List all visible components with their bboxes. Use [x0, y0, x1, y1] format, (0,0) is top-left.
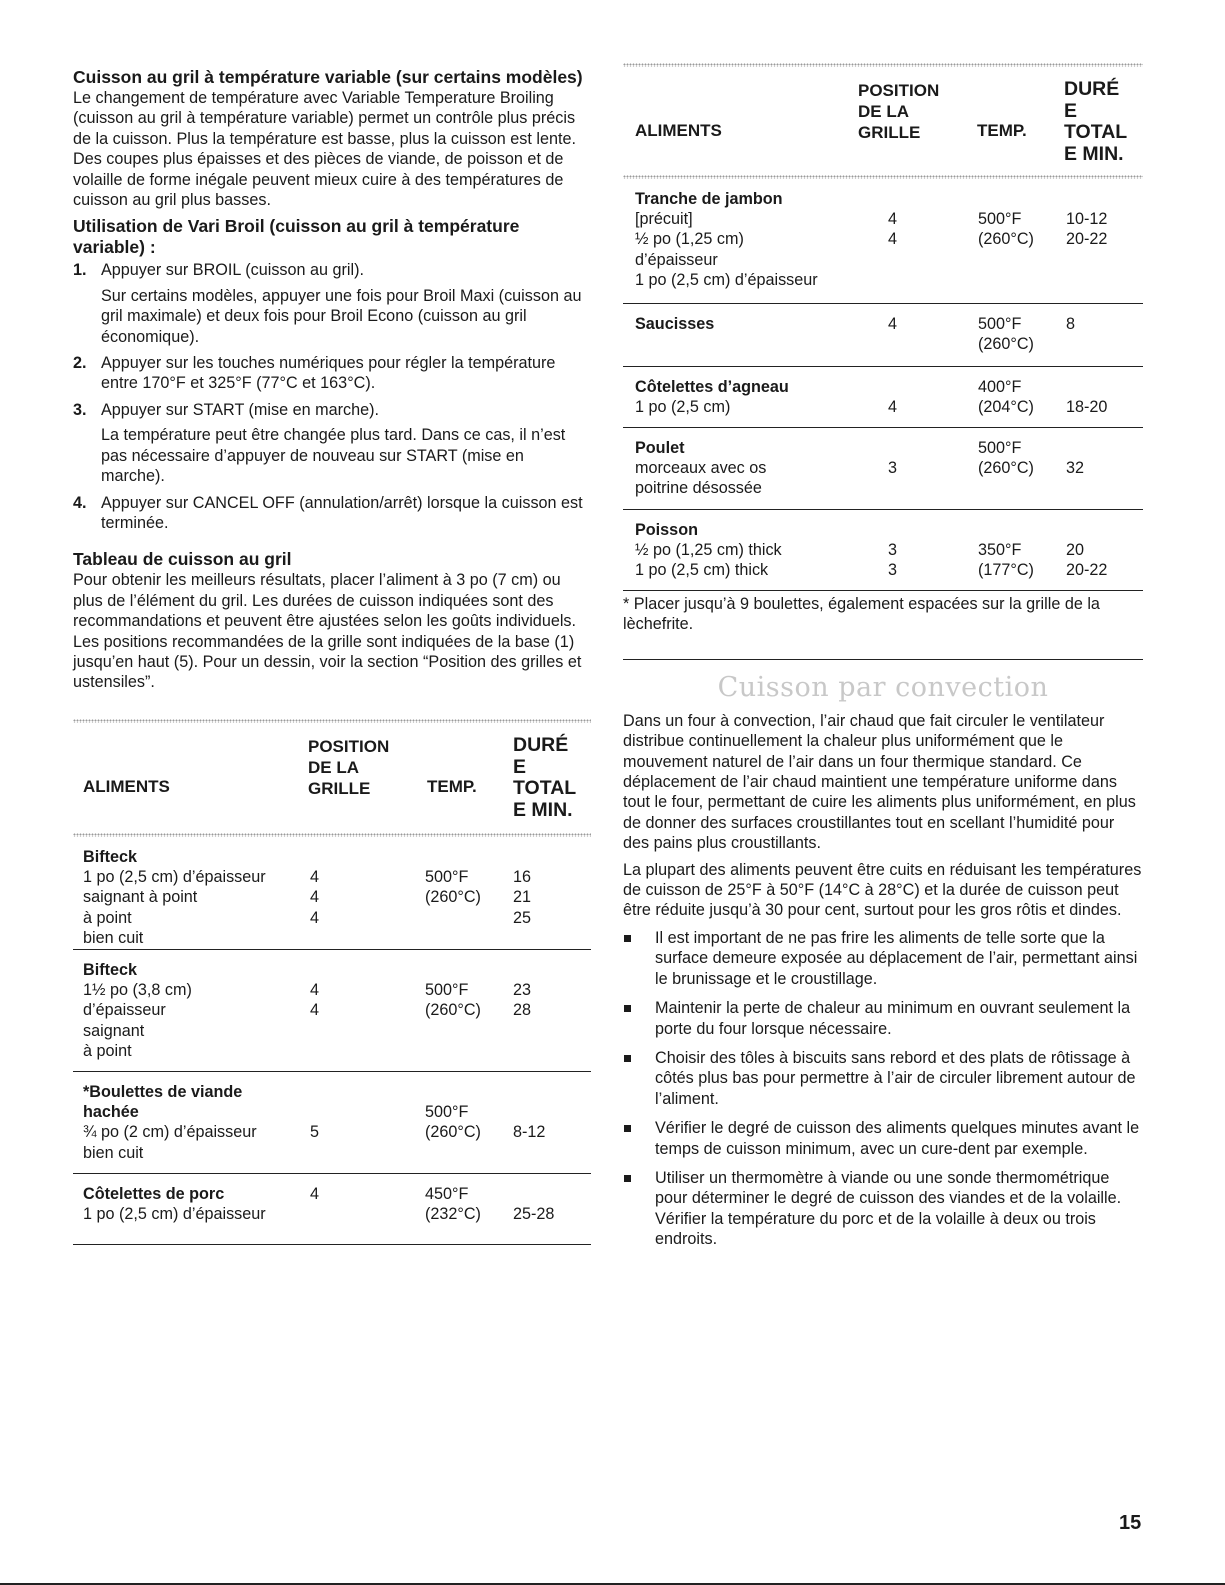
header-position: POSITION DE LA GRILLE [858, 81, 940, 142]
rack-position: 4 [888, 398, 898, 417]
rack-position-cell [310, 847, 319, 928]
bullet-item: Il est important de ne pas frire les aliments de telle sorte que la surface demeure exposée au déplacement de l’air, permettant ainsi le brunissage et le croustillage. [623, 928, 1143, 989]
rack-position: 4 [888, 315, 898, 333]
food-detail: bien cuit [83, 1143, 144, 1162]
temperature [978, 478, 1034, 498]
usage-step: 3. Appuyer sur START (mise en marche). La température peut être changée plus tard. Dans ce cas, il n’est pas nécessaire d’appuyer de nouveau sur START (mise en marche). [73, 400, 566, 486]
food-detail: [précuit] [635, 210, 693, 229]
rack-position [310, 1204, 319, 1224]
food-detail: 1 po (2,5 cm) d’épaisseur [83, 1205, 266, 1224]
food-detail: saignant à point [83, 888, 198, 907]
convection-bullets [623, 928, 1143, 1250]
cook-time-cell [1066, 438, 1084, 499]
rack-position: 4 [310, 1001, 320, 1020]
food-detail: saignant [83, 1021, 145, 1040]
rack-position [310, 1021, 319, 1041]
rack-position [310, 1143, 319, 1163]
food-cell [635, 520, 782, 581]
usage-steps [73, 260, 591, 533]
food-detail: ½ po (1,25 cm) thick [635, 541, 782, 560]
cook-time: 8 [1066, 315, 1076, 333]
temperature [425, 1143, 481, 1163]
rack-position: 3 [888, 561, 898, 580]
cook-time-cell [513, 1082, 545, 1163]
vari-broil-usage-title: Utilisation de Vari Broil (cuisson au gril à température variable) : [73, 216, 520, 258]
food-detail: ¾ po (2 cm) d’épaisseur [83, 1123, 257, 1142]
temperature: 350°F [978, 541, 1022, 560]
temperature: 500°F [425, 1103, 469, 1122]
food-detail: 1 po (2,5 cm) thick [635, 561, 769, 580]
temperature-cell [425, 1082, 481, 1163]
table-body [623, 179, 1143, 591]
cook-time: 28 [513, 1001, 532, 1020]
food-detail: bien cuit [83, 928, 144, 947]
temperature [978, 250, 1034, 270]
temperature [425, 1021, 481, 1041]
cook-time-cell [1066, 377, 1107, 417]
rack-position [888, 189, 897, 209]
food-detail: 1½ po (3,8 cm) [83, 981, 192, 1000]
cook-time: 20 [1066, 541, 1085, 560]
temperature: (260°C) [425, 1123, 481, 1142]
table-row [623, 367, 1143, 428]
bullet-square-icon [624, 935, 631, 942]
rack-position: 3 [888, 541, 898, 560]
convection-paragraph-1: Dans un four à convection, l’air chaud que fait circuler le ventilateur distribue continuellement la chaleur plus uniformément que le mouvement naturel de l’air dans un four thermique standard. Ce déplacement de l’air chaud maintient une température uniforme dans tout le four, permettant de cuire les aliments plus uniformément, en plus de donner des surfaces croustillantes tout en scellant l’humidité pour des pains plus croustillants. [623, 711, 1136, 853]
table-body [73, 837, 591, 1245]
rack-position-cell [888, 438, 897, 499]
cook-time [513, 1021, 531, 1041]
food-name: Côtelettes d’agneau [635, 378, 789, 396]
temperature: (260°C) [425, 1001, 481, 1020]
rack-position [310, 1102, 319, 1122]
variable-broil-body: Le changement de température avec Variable Temperature Broiling (cuisson au gril à température variable) permet un contrôle plus précis de la cuisson. Plus la température est basse, plus la cuisson est lente. Des coupes plus épaisses et des pièces de viande, de poisson et de volaille de forme inégale peuvent mieux cuire à des températures de cuisson au gril plus basses. [73, 89, 576, 210]
food-cell [83, 960, 192, 1061]
rack-position: 4 [888, 210, 898, 229]
rack-position: 4 [310, 1185, 320, 1203]
temperature-cell [978, 438, 1034, 499]
broil-chart-title: Tableau de cuisson au gril [73, 549, 292, 570]
food-cell [635, 377, 789, 417]
temperature: (260°C) [978, 335, 1034, 354]
cook-time: 18-20 [1066, 398, 1108, 417]
cook-time [1066, 520, 1107, 540]
food-name: Côtelettes de porc [83, 1185, 225, 1203]
rack-position: 4 [310, 888, 320, 907]
temperature: 500°F [978, 210, 1022, 229]
rack-position [888, 520, 897, 540]
page-number: 15 [1119, 1512, 1142, 1534]
rack-position [888, 478, 897, 498]
food-cell [635, 314, 714, 334]
temperature-cell [425, 847, 481, 928]
food-detail: 1 po (2,5 cm) d’épaisseur [635, 270, 818, 289]
header-duree: DURÉ E TOTAL E MIN. [1064, 78, 1128, 165]
food-name: Poisson [635, 521, 698, 539]
cook-time: 16 [513, 868, 532, 887]
rack-position [310, 1082, 319, 1102]
header-aliments: ALIMENTS [83, 777, 170, 796]
temperature [978, 520, 1034, 540]
header-position: POSITION DE LA GRILLE [308, 737, 390, 798]
food-detail: poitrine désossée [635, 479, 762, 498]
food-detail: 1 po (2,5 cm) [635, 398, 731, 417]
rack-position [888, 250, 897, 270]
cook-time [513, 960, 531, 980]
bullet-square-icon [624, 1125, 631, 1132]
rack-position-cell [310, 1184, 319, 1224]
cook-time [1066, 478, 1084, 498]
rack-position: 4 [310, 908, 320, 927]
variable-broil-section [73, 67, 591, 693]
temperature-cell [978, 520, 1034, 581]
food-cell [635, 189, 818, 290]
rack-position-cell [310, 960, 319, 1041]
temperature: 500°F [425, 868, 469, 887]
temperature [425, 908, 481, 928]
temperature: 500°F [978, 439, 1022, 457]
temperature-cell [978, 377, 1034, 417]
cook-time [513, 1184, 554, 1204]
food-name: hachée [83, 1103, 139, 1122]
food-cell [83, 1082, 257, 1163]
temperature [425, 1082, 481, 1102]
convection-paragraph-2: La plupart des aliments peuvent être cuits en réduisant les températures de cuisson de 25°F à 50°F (14°C à 28°C) et la durée de cuisson peut être réduite jusqu’à 30 pour cent, surtout pour les gros rôtis et dindes. [623, 860, 1142, 920]
temperature [978, 189, 1034, 209]
table-row [623, 179, 1143, 304]
table-row [73, 950, 591, 1072]
temperature-cell [425, 960, 481, 1041]
table-footnote: * Placer jusqu’à 9 boulettes, également espacées sur la grille de la lèchefrite. [623, 595, 1100, 634]
temperature: (260°C) [978, 230, 1034, 249]
rack-position: 4 [310, 981, 320, 1000]
temperature: 400°F [978, 378, 1022, 396]
temperature [425, 847, 481, 867]
food-name: *Boulettes de viande [83, 1083, 243, 1101]
cook-time: 20-22 [1066, 230, 1108, 249]
cook-time-cell [513, 960, 531, 1041]
table-header [623, 67, 1143, 175]
rack-position [888, 334, 897, 354]
temperature [425, 960, 481, 980]
temperature-cell [425, 1184, 481, 1224]
food-detail: ½ po (1,25 cm) [635, 230, 744, 249]
food-name: Poulet [635, 439, 685, 457]
section-rule [623, 659, 1143, 660]
header-temp: TEMP. [977, 121, 1027, 140]
rack-position-cell [888, 314, 897, 354]
cook-time-cell [1066, 314, 1075, 354]
table-row [73, 1072, 591, 1174]
food-detail: 1 po (2,5 cm) d’épaisseur [83, 868, 266, 887]
cook-time: 32 [1066, 459, 1085, 478]
food-cell [635, 438, 766, 499]
cook-time [1066, 438, 1084, 458]
cook-time-cell [1066, 189, 1107, 290]
cook-time: 25-28 [513, 1205, 555, 1224]
rack-position: 4 [888, 230, 898, 249]
cook-time: 23 [513, 981, 532, 1000]
bullet-item: Vérifier le degré de cuisson des aliments quelques minutes avant le temps de cuisson minimum, avec un cure-dent par exemple. [623, 1118, 1143, 1159]
rack-position: 3 [888, 459, 898, 478]
temperature-cell [978, 189, 1034, 290]
broil-table-right [623, 63, 1143, 591]
table-header [73, 723, 591, 833]
cook-time [1066, 377, 1107, 397]
temperature: (260°C) [978, 459, 1034, 478]
food-name: Bifteck [83, 961, 137, 979]
rack-position-cell [888, 520, 897, 581]
cook-time [1066, 334, 1075, 354]
header-temp: TEMP. [427, 777, 477, 796]
rack-position-cell [310, 1082, 319, 1163]
temperature: (232°C) [425, 1205, 481, 1224]
temperature [978, 270, 1034, 290]
convection-title: Cuisson par convection [717, 671, 1049, 703]
cook-time: 21 [513, 888, 532, 907]
bullet-item: Choisir des tôles à biscuits sans rebord et des plats de rôtissage à côtés plus bas pour permettre à l’air de circuler librement autour de l’aliment. [623, 1048, 1143, 1109]
food-detail: à point [83, 1041, 132, 1060]
temperature: (204°C) [978, 398, 1034, 417]
cook-time-cell [1066, 520, 1107, 581]
usage-step: 4. Appuyer sur CANCEL OFF (annulation/arrêt) lorsque la cuisson est terminée. [73, 493, 583, 532]
rack-position [888, 270, 897, 290]
cook-time [513, 1143, 545, 1163]
table-row [623, 510, 1143, 591]
bullet-square-icon [624, 1005, 631, 1012]
table-row [73, 1174, 591, 1245]
table-row [73, 837, 591, 950]
food-detail: d’épaisseur [83, 1001, 166, 1020]
temperature-cell [978, 314, 1034, 354]
bullet-square-icon [624, 1175, 631, 1182]
usage-step: 1. Appuyer sur BROIL (cuisson au gril). Sur certains modèles, appuyer une fois pour Broil Maxi (cuisson au gril maximale) et deux fois pour Broil Econo (cuisson au gril économique). [73, 261, 582, 346]
rack-position-cell [888, 377, 897, 417]
bullet-item: Utiliser un thermomètre à viande ou une sonde thermométrique pour déterminer le degré de cuisson des viandes et de la volaille. Vérifier la température du porc et de la volaille à deux ou trois endroits. [623, 1168, 1143, 1250]
convection-section [623, 594, 1143, 1250]
temperature: 500°F [425, 981, 469, 1000]
bullet-item: Maintenir la perte de chaleur au minimum en ouvrant seulement la porte du four lorsque nécessaire. [623, 998, 1143, 1039]
food-detail: d’épaisseur [635, 250, 718, 269]
rack-position [888, 438, 897, 458]
header-duree: DURÉ E TOTAL E MIN. [513, 734, 577, 821]
temperature: 450°F [425, 1185, 469, 1203]
rack-position: 4 [310, 868, 320, 887]
temperature: (260°C) [425, 888, 481, 907]
cook-time [513, 847, 531, 867]
cook-time-cell [513, 847, 531, 928]
header-aliments: ALIMENTS [635, 121, 722, 140]
temperature: (177°C) [978, 561, 1034, 580]
rack-position [310, 960, 319, 980]
usage-step: 2. Appuyer sur les touches numériques pour régler la température entre 170°F et 325°F (77°C et 163°C). [73, 354, 556, 393]
broil-table-left [73, 719, 591, 1245]
broil-chart-body: Pour obtenir les meilleurs résultats, placer l’aliment à 3 po (7 cm) ou plus de l’élément du gril. Les durées de cuisson indiquées sont des recommandations et peuvent être ajustées selon les goûts individuels. Les positions recommandées de la grille sont indiquées de la base (1) jusqu’en haut (5). Pour un dessin, voir la section “Position des grilles et ustensiles”. [73, 571, 582, 692]
food-detail: à point [83, 908, 132, 927]
bullet-square-icon [624, 1055, 631, 1062]
food-name: Saucisses [635, 315, 715, 333]
cook-time: 25 [513, 908, 532, 927]
food-detail: morceaux avec os [635, 459, 767, 478]
table-row [623, 304, 1143, 367]
rack-position [888, 377, 897, 397]
cook-time [1066, 270, 1107, 290]
food-name: Tranche de jambon [635, 190, 783, 208]
rack-position-cell [888, 189, 897, 290]
cook-time: 20-22 [1066, 561, 1108, 580]
variable-broil-title: Cuisson au gril à température variable (sur certains modèles) [73, 67, 583, 87]
cook-time: 10-12 [1066, 210, 1108, 229]
cook-time-cell [513, 1184, 554, 1224]
food-cell [83, 847, 266, 948]
cook-time [513, 1082, 545, 1102]
table-row [623, 428, 1143, 510]
rack-position [310, 847, 319, 867]
cook-time [513, 1102, 545, 1122]
cook-time [1066, 250, 1107, 270]
rack-position: 5 [310, 1123, 320, 1142]
food-cell [83, 1184, 266, 1224]
food-name: Bifteck [83, 848, 137, 866]
cook-time [1066, 189, 1107, 209]
cook-time: 8-12 [513, 1123, 546, 1142]
temperature: 500°F [978, 315, 1022, 333]
